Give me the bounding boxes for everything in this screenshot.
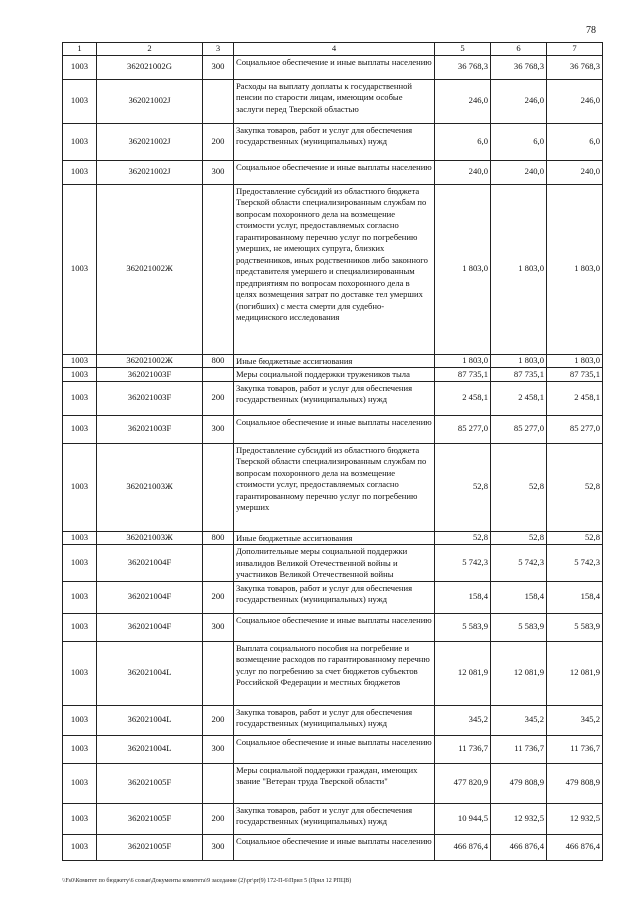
amount-col6-cell: 6,0 <box>491 123 547 160</box>
amount-col6-cell: 345,2 <box>491 705 547 735</box>
item-name-cell: Социальное обеспечение и иные выплаты населению <box>234 55 435 79</box>
page-number: 78 <box>586 25 596 36</box>
item-name-cell: Социальное обеспечение и иные выплаты населению <box>234 735 435 763</box>
item-name-cell: Закупка товаров, работ и услуг для обеспечения государственных (муниципальных) нужд <box>234 381 435 415</box>
amount-col6-cell: 158,4 <box>491 581 547 613</box>
table-row <box>63 443 603 531</box>
header-cell: 4 <box>234 43 435 56</box>
amount-col6-cell: 85 277,0 <box>491 415 547 443</box>
amount-col6-cell: 1 803,0 <box>491 184 547 354</box>
item-name-cell: Иные бюджетные ассигнования <box>234 531 435 545</box>
header-cell: 5 <box>435 43 491 56</box>
amount-col7-cell: 5 742,3 <box>547 545 603 582</box>
amount-col6-cell: 11 736,7 <box>491 735 547 763</box>
item-name-cell: Закупка товаров, работ и услуг для обеспечения государственных (муниципальных) нужд <box>234 123 435 160</box>
amount-col7-cell: 12 081,9 <box>547 641 603 705</box>
table-row <box>63 368 603 382</box>
amount-col6-cell: 2 458,1 <box>491 381 547 415</box>
amount-col7-cell: 12 932,5 <box>547 803 603 834</box>
header-row <box>63 43 603 56</box>
amount-col5-cell: 1 803,0 <box>435 354 491 368</box>
expense-type-cell: 300 <box>203 834 234 860</box>
target-code-cell: 362021002Ж <box>97 184 203 354</box>
item-name-cell: Закупка товаров, работ и услуг для обеспечения государственных (муниципальных) нужд <box>234 803 435 834</box>
section-cell: 1003 <box>63 368 97 382</box>
section-cell: 1003 <box>63 123 97 160</box>
expense-type-cell: 200 <box>203 123 234 160</box>
amount-col7-cell: 6,0 <box>547 123 603 160</box>
expense-type-cell <box>203 368 234 382</box>
amount-col5-cell: 52,8 <box>435 443 491 531</box>
table-row <box>63 545 603 582</box>
target-code-cell: 362021005F <box>97 834 203 860</box>
expense-type-cell <box>203 763 234 803</box>
expense-type-cell <box>203 641 234 705</box>
amount-col6-cell: 52,8 <box>491 443 547 531</box>
footer-path: \\Fs0\Комитет по бюджету\6 созыв\Документы комитета\9 заседание (2)\pr\pr(9) 172-П-6\Прил 5 (Прил 12 РПЦВ) <box>62 878 352 884</box>
amount-col7-cell: 246,0 <box>547 79 603 123</box>
target-code-cell: 362021003F <box>97 381 203 415</box>
expense-type-cell: 300 <box>203 613 234 641</box>
table-row <box>63 705 603 735</box>
target-code-cell: 362021003Ж <box>97 531 203 545</box>
section-cell: 1003 <box>63 641 97 705</box>
amount-col7-cell: 479 808,9 <box>547 763 603 803</box>
section-cell: 1003 <box>63 354 97 368</box>
amount-col5-cell: 36 768,3 <box>435 55 491 79</box>
amount-col5-cell: 240,0 <box>435 160 491 184</box>
table-row <box>63 531 603 545</box>
section-cell: 1003 <box>63 834 97 860</box>
amount-col6-cell: 36 768,3 <box>491 55 547 79</box>
expense-type-cell <box>203 443 234 531</box>
amount-col7-cell: 158,4 <box>547 581 603 613</box>
section-cell: 1003 <box>63 531 97 545</box>
expense-type-cell: 300 <box>203 160 234 184</box>
expense-type-cell: 300 <box>203 55 234 79</box>
amount-col6-cell: 466 876,4 <box>491 834 547 860</box>
header-cell: 3 <box>203 43 234 56</box>
header-cell: 6 <box>491 43 547 56</box>
table-row <box>63 581 603 613</box>
section-cell: 1003 <box>63 705 97 735</box>
expense-type-cell: 800 <box>203 531 234 545</box>
header-cell: 7 <box>547 43 603 56</box>
amount-col7-cell: 52,8 <box>547 443 603 531</box>
amount-col7-cell: 1 803,0 <box>547 354 603 368</box>
amount-col6-cell: 240,0 <box>491 160 547 184</box>
expense-type-cell: 200 <box>203 381 234 415</box>
table-row <box>63 184 603 354</box>
target-code-cell: 362021003F <box>97 415 203 443</box>
expense-type-cell: 800 <box>203 354 234 368</box>
amount-col7-cell: 1 803,0 <box>547 184 603 354</box>
expense-type-cell: 200 <box>203 705 234 735</box>
item-name-cell: Выплата социального пособия на погребение и возмещение расходов по гарантированному перечню услуг по погребению за счет бюджетов субъектов Российской Федерации и местных бюджетов <box>234 641 435 705</box>
amount-col5-cell: 1 803,0 <box>435 184 491 354</box>
item-name-cell: Меры социальной поддержки тружеников тыла <box>234 368 435 382</box>
target-code-cell: 362021003Ж <box>97 443 203 531</box>
table-row <box>63 55 603 79</box>
amount-col5-cell: 5 583,9 <box>435 613 491 641</box>
item-name-cell: Меры социальной поддержки граждан, имеющих звание "Ветеран труда Тверской области" <box>234 763 435 803</box>
item-name-cell: Социальное обеспечение и иные выплаты населению <box>234 613 435 641</box>
expense-type-cell <box>203 184 234 354</box>
target-code-cell: 362021004F <box>97 581 203 613</box>
item-name-cell: Закупка товаров, работ и услуг для обеспечения государственных (муниципальных) нужд <box>234 581 435 613</box>
table-row <box>63 123 603 160</box>
amount-col5-cell: 477 820,9 <box>435 763 491 803</box>
item-name-cell: Предоставление субсидий из областного бюджета Тверской области специализированным службам по вопросам похоронного дела на возмещение стоимости услуг, предоставляемых согласно гарантированному перечню услуг по погребению умерших, не имеющих супруга, близких родственников, иных родственников либо законного представителя умершего и специализированным предприятиям по вопросам похоронного дела в целях возмещения затрат по доставке тел умерших (погибших) с места смерти для судебно-медицинского исследования <box>234 184 435 354</box>
amount-col7-cell: 2 458,1 <box>547 381 603 415</box>
amount-col6-cell: 12 081,9 <box>491 641 547 705</box>
section-cell: 1003 <box>63 381 97 415</box>
amount-col6-cell: 246,0 <box>491 79 547 123</box>
target-code-cell: 362021005F <box>97 763 203 803</box>
target-code-cell: 362021004L <box>97 705 203 735</box>
amount-col5-cell: 5 742,3 <box>435 545 491 582</box>
amount-col7-cell: 11 736,7 <box>547 735 603 763</box>
table-row <box>63 381 603 415</box>
target-code-cell: 362021002G <box>97 55 203 79</box>
item-name-cell: Иные бюджетные ассигнования <box>234 354 435 368</box>
header-cell: 1 <box>63 43 97 56</box>
expense-type-cell: 300 <box>203 415 234 443</box>
amount-col6-cell: 87 735,1 <box>491 368 547 382</box>
amount-col5-cell: 11 736,7 <box>435 735 491 763</box>
section-cell: 1003 <box>63 735 97 763</box>
section-cell: 1003 <box>63 79 97 123</box>
expense-type-cell: 300 <box>203 735 234 763</box>
target-code-cell: 362021002J <box>97 79 203 123</box>
section-cell: 1003 <box>63 415 97 443</box>
expense-type-cell <box>203 79 234 123</box>
amount-col5-cell: 87 735,1 <box>435 368 491 382</box>
amount-col5-cell: 158,4 <box>435 581 491 613</box>
table-row <box>63 160 603 184</box>
target-code-cell: 362021004L <box>97 641 203 705</box>
target-code-cell: 362021002J <box>97 123 203 160</box>
expense-type-cell <box>203 545 234 582</box>
amount-col6-cell: 5 583,9 <box>491 613 547 641</box>
item-name-cell: Социальное обеспечение и иные выплаты населению <box>234 415 435 443</box>
amount-col5-cell: 345,2 <box>435 705 491 735</box>
section-cell: 1003 <box>63 803 97 834</box>
amount-col7-cell: 85 277,0 <box>547 415 603 443</box>
target-code-cell: 362021005F <box>97 803 203 834</box>
amount-col5-cell: 52,8 <box>435 531 491 545</box>
table-row <box>63 763 603 803</box>
target-code-cell: 362021003F <box>97 368 203 382</box>
section-cell: 1003 <box>63 55 97 79</box>
table-row <box>63 735 603 763</box>
table-row <box>63 641 603 705</box>
amount-col6-cell: 12 932,5 <box>491 803 547 834</box>
amount-col7-cell: 466 876,4 <box>547 834 603 860</box>
section-cell: 1003 <box>63 613 97 641</box>
expense-type-cell: 200 <box>203 581 234 613</box>
amount-col7-cell: 345,2 <box>547 705 603 735</box>
table-row <box>63 354 603 368</box>
section-cell: 1003 <box>63 581 97 613</box>
amount-col5-cell: 466 876,4 <box>435 834 491 860</box>
amount-col7-cell: 87 735,1 <box>547 368 603 382</box>
amount-col6-cell: 52,8 <box>491 531 547 545</box>
table-row <box>63 415 603 443</box>
item-name-cell: Дополнительные меры социальной поддержки инвалидов Великой Отечественной войны и участников Великой Отечественной войны <box>234 545 435 582</box>
target-code-cell: 362021004F <box>97 545 203 582</box>
item-name-cell: Закупка товаров, работ и услуг для обеспечения государственных (муниципальных) нужд <box>234 705 435 735</box>
item-name-cell: Социальное обеспечение и иные выплаты населению <box>234 160 435 184</box>
target-code-cell: 362021004L <box>97 735 203 763</box>
section-cell: 1003 <box>63 160 97 184</box>
amount-col6-cell: 479 808,9 <box>491 763 547 803</box>
section-cell: 1003 <box>63 443 97 531</box>
amount-col7-cell: 5 583,9 <box>547 613 603 641</box>
amount-col7-cell: 240,0 <box>547 160 603 184</box>
item-name-cell: Предоставление субсидий из областного бюджета Тверской области специализированным службам по вопросам похоронного дела на возмещение стоимости услуг, предоставляемых согласно гарантированному перечню услуг по погребению умерших <box>234 443 435 531</box>
amount-col6-cell: 5 742,3 <box>491 545 547 582</box>
item-name-cell: Расходы на выплату доплаты к государственной пенсии по старости лицам, имеющим особые заслуги перед Тверской областью <box>234 79 435 123</box>
amount-col5-cell: 12 081,9 <box>435 641 491 705</box>
target-code-cell: 362021004F <box>97 613 203 641</box>
table-row <box>63 79 603 123</box>
amount-col6-cell: 1 803,0 <box>491 354 547 368</box>
amount-col5-cell: 85 277,0 <box>435 415 491 443</box>
section-cell: 1003 <box>63 763 97 803</box>
section-cell: 1003 <box>63 545 97 582</box>
section-cell: 1003 <box>63 184 97 354</box>
budget-table <box>62 42 603 861</box>
budget-table-container <box>62 42 602 861</box>
table-row <box>63 613 603 641</box>
amount-col5-cell: 246,0 <box>435 79 491 123</box>
header-cell: 2 <box>97 43 203 56</box>
table-row <box>63 803 603 834</box>
table-row <box>63 834 603 860</box>
item-name-cell: Социальное обеспечение и иные выплаты населению <box>234 834 435 860</box>
expense-type-cell: 200 <box>203 803 234 834</box>
amount-col7-cell: 36 768,3 <box>547 55 603 79</box>
target-code-cell: 362021002J <box>97 160 203 184</box>
target-code-cell: 362021002Ж <box>97 354 203 368</box>
amount-col5-cell: 10 944,5 <box>435 803 491 834</box>
amount-col7-cell: 52,8 <box>547 531 603 545</box>
amount-col5-cell: 2 458,1 <box>435 381 491 415</box>
amount-col5-cell: 6,0 <box>435 123 491 160</box>
